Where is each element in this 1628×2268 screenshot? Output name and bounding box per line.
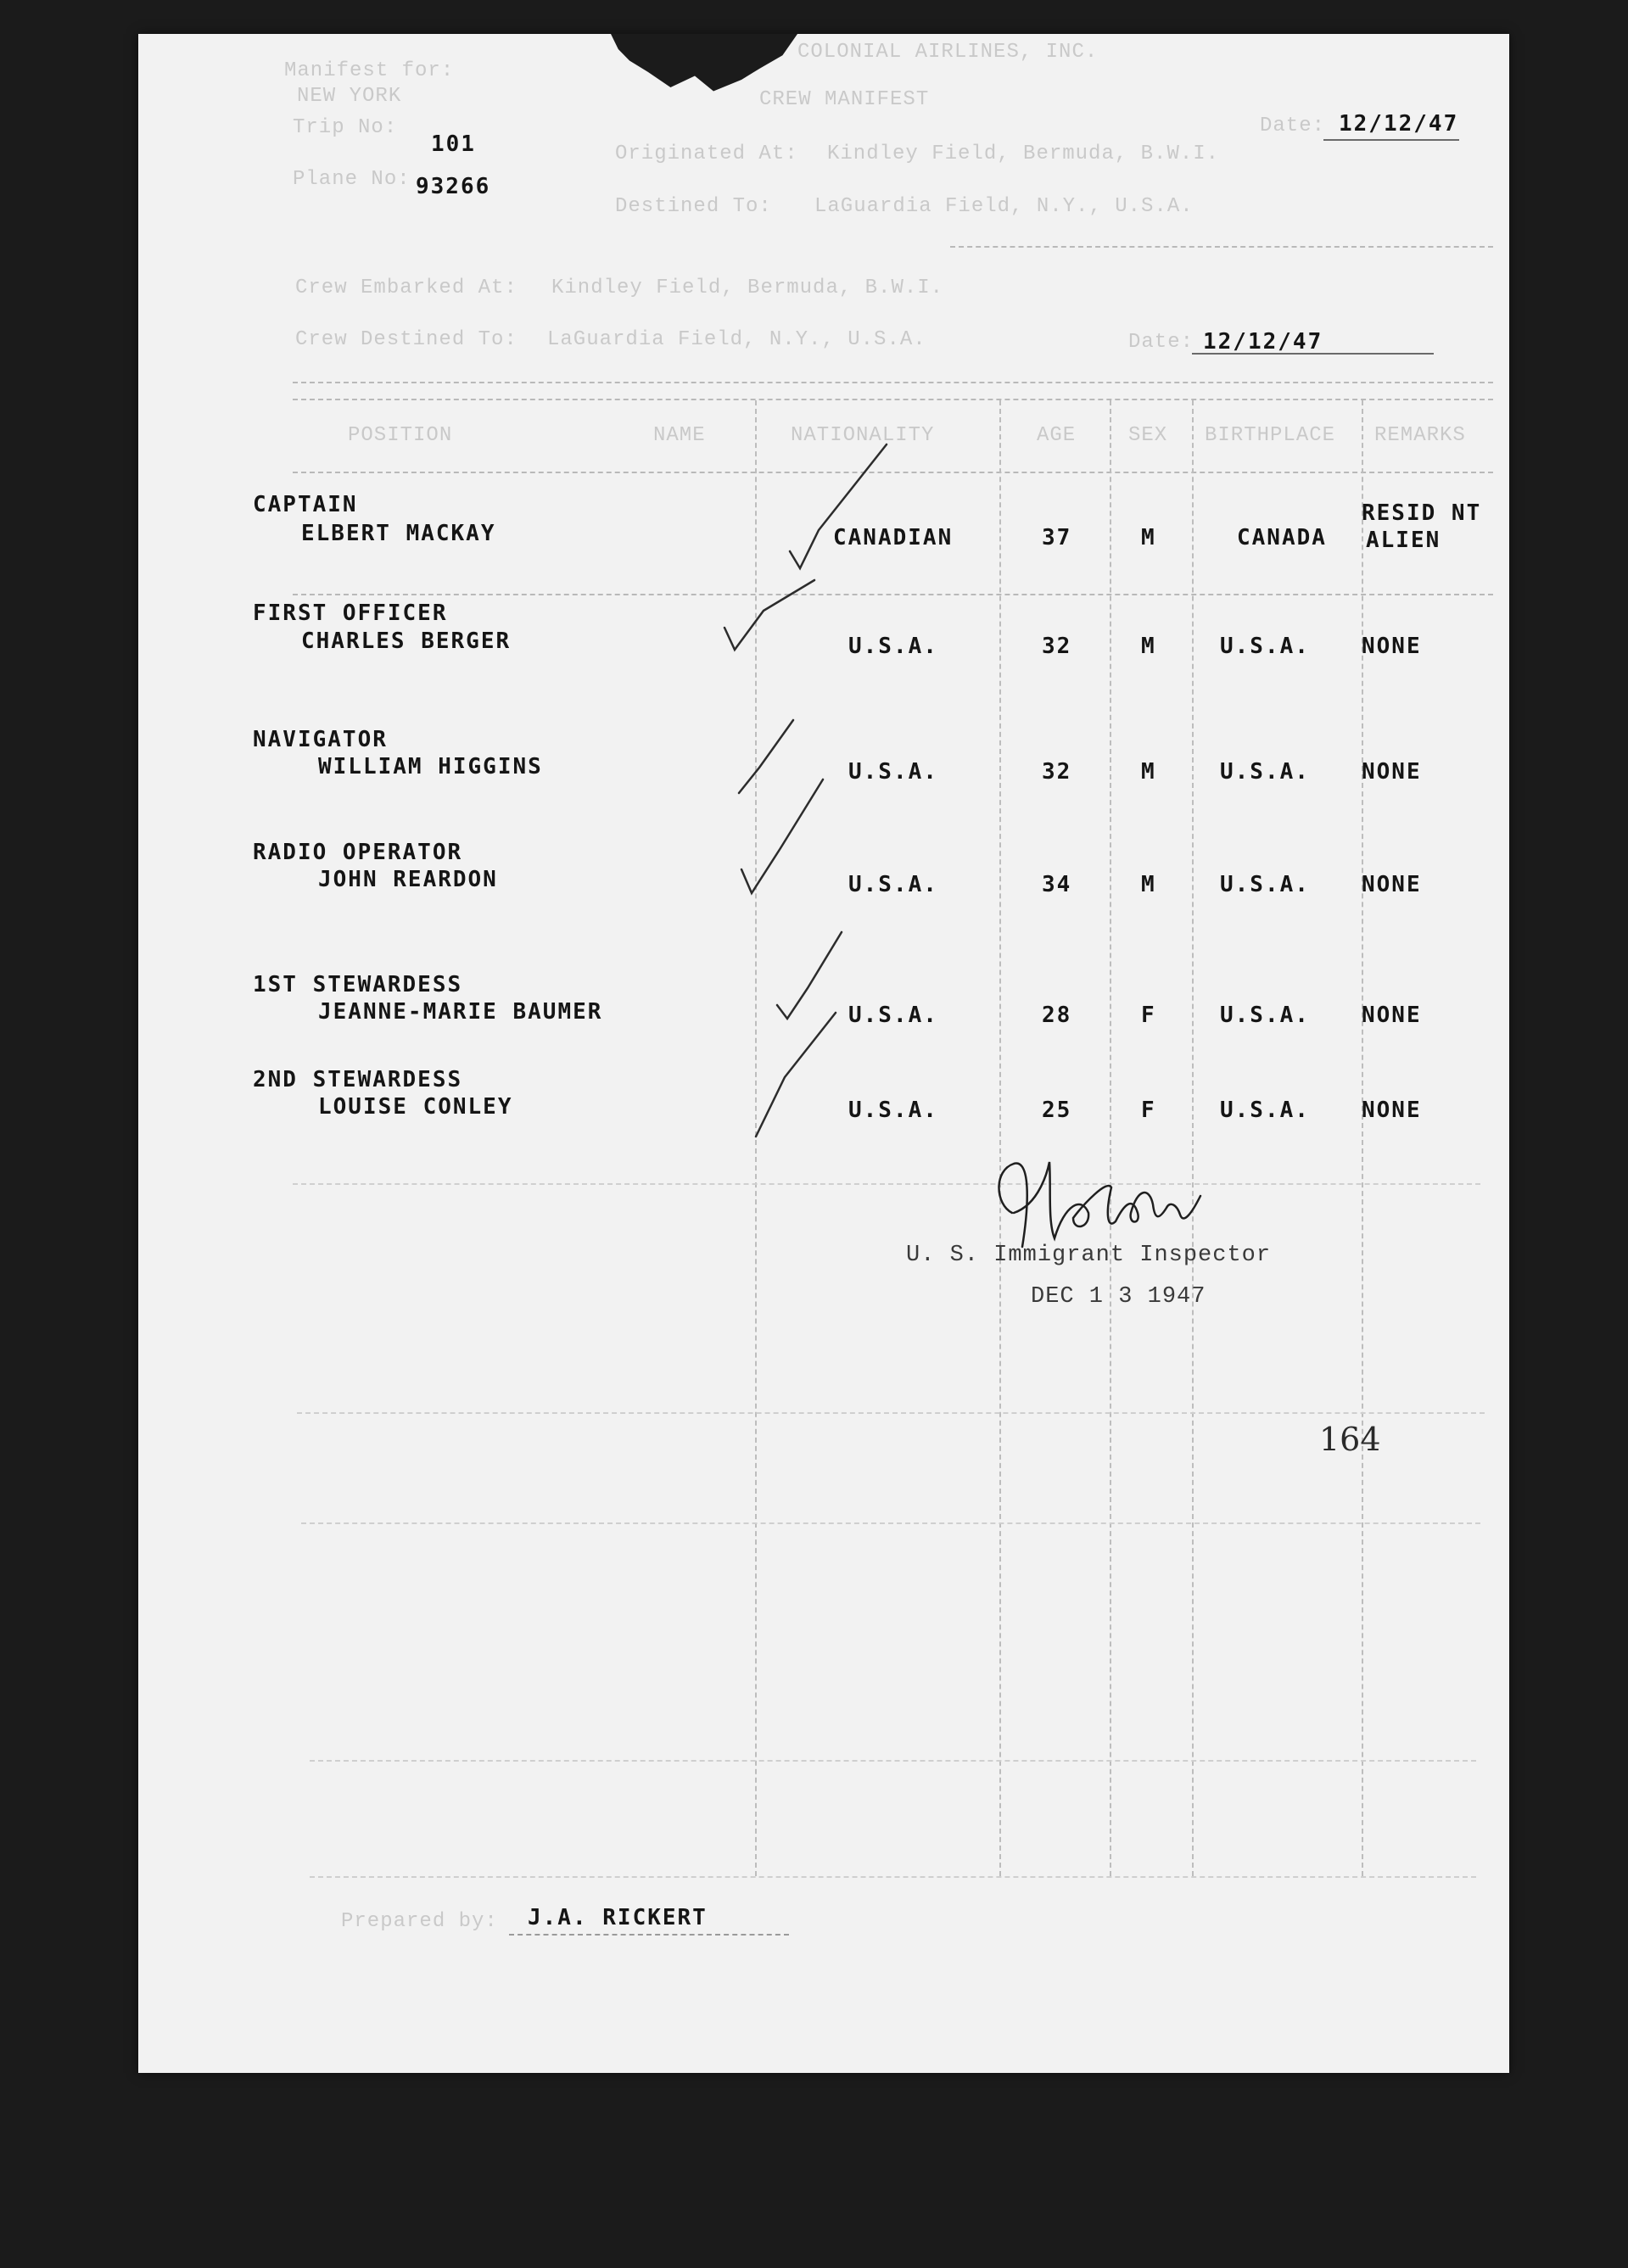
inspector-title: U. S. Immigrant Inspector (906, 1243, 1272, 1268)
row6-nationality: U.S.A. (848, 1098, 938, 1123)
originated-value: Kindley Field, Bermuda, B.W.I. (827, 142, 1220, 165)
row4-age: 34 (1042, 872, 1072, 897)
row6-name: LOUISE CONLEY (318, 1094, 513, 1120)
check-mark-icon (721, 577, 823, 670)
row2-remarks: NONE (1362, 634, 1422, 659)
col-header-birthplace: BIRTHPLACE (1205, 424, 1336, 447)
date2-value: 12/12/47 (1203, 329, 1323, 355)
row2-birthplace: U.S.A. (1220, 634, 1310, 659)
manifest-for-label: Manifest for: (284, 59, 455, 82)
check-mark-icon (785, 441, 904, 585)
row3-position: NAVIGATOR (253, 727, 388, 752)
row1-birthplace: CANADA (1237, 525, 1327, 550)
row1-sex: M (1141, 525, 1156, 550)
row2-position: FIRST OFFICER (253, 601, 448, 626)
row3-birthplace: U.S.A. (1220, 759, 1310, 785)
row2-sex: M (1141, 634, 1156, 659)
row5-age: 28 (1042, 1003, 1072, 1028)
row3-nationality: U.S.A. (848, 759, 938, 785)
destined-label: Destined To: (615, 195, 772, 218)
row-separator (293, 1183, 1480, 1185)
row5-birthplace: U.S.A. (1220, 1003, 1310, 1028)
row2-age: 32 (1042, 634, 1072, 659)
row1-remarks: RESID NT (1362, 500, 1482, 526)
header-rule-1 (950, 246, 1493, 248)
row-separator (297, 1412, 1485, 1414)
originated-label: Originated At: (615, 142, 798, 165)
col-header-sex: SEX (1128, 424, 1168, 447)
crew-destined-label: Crew Destined To: (295, 328, 517, 351)
row3-name: WILLIAM HIGGINS (318, 754, 543, 779)
col-divider-5 (1362, 400, 1363, 1876)
col-divider-4 (1192, 400, 1194, 1876)
col-divider-2 (999, 400, 1001, 1876)
row6-remarks: NONE (1362, 1098, 1422, 1123)
inspector-stamp-date: DEC 1 3 1947 (1031, 1284, 1206, 1310)
date2-underline (1192, 353, 1434, 355)
col-header-name: NAME (653, 424, 706, 447)
prepared-by-underline (509, 1934, 789, 1936)
row6-birthplace: U.S.A. (1220, 1098, 1310, 1123)
row6-age: 25 (1042, 1098, 1072, 1123)
row5-remarks: NONE (1362, 1003, 1422, 1028)
row3-remarks: NONE (1362, 759, 1422, 785)
crew-embarked-label: Crew Embarked At: (295, 277, 517, 299)
date-underline (1323, 139, 1459, 141)
col-header-nationality: NATIONALITY (791, 424, 935, 447)
row4-nationality: U.S.A. (848, 872, 938, 897)
row2-nationality: U.S.A. (848, 634, 938, 659)
date-label: Date: (1260, 115, 1326, 137)
row1-name: ELBERT MACKAY (301, 521, 496, 546)
row5-nationality: U.S.A. (848, 1003, 938, 1028)
row1-nationality: CANADIAN (833, 525, 954, 550)
row4-name: JOHN REARDON (318, 867, 498, 892)
row4-sex: M (1141, 872, 1156, 897)
page-number: 164 (1319, 1421, 1381, 1458)
table-row-rule (293, 594, 1493, 595)
date2-label: Date: (1128, 331, 1194, 354)
manifest-for-value: NEW YORK (297, 85, 402, 108)
col-header-remarks: REMARKS (1374, 424, 1466, 447)
row6-sex: F (1141, 1098, 1156, 1123)
table-rule-top (293, 382, 1493, 383)
row4-position: RADIO OPERATOR (253, 840, 463, 865)
row3-age: 32 (1042, 759, 1072, 785)
row1-remarks-line2: ALIEN (1366, 528, 1441, 553)
row6-position: 2ND STEWARDESS (253, 1067, 463, 1092)
row3-sex: M (1141, 759, 1156, 785)
plane-no-label: Plane No: (293, 168, 411, 191)
prepared-by-value: J.A. RICKERT (528, 1905, 708, 1930)
trip-no-label: Trip No: (293, 116, 398, 139)
check-mark-icon (751, 1009, 844, 1145)
crew-destined-value: LaGuardia Field, N.Y., U.S.A. (547, 328, 926, 351)
row5-name: JEANNE-MARIE BAUMER (318, 999, 603, 1025)
date-value: 12/12/47 (1339, 111, 1459, 137)
col-divider-3 (1110, 400, 1111, 1876)
col-header-age: AGE (1037, 424, 1077, 447)
trip-no-value: 101 (431, 131, 476, 157)
row5-position: 1ST STEWARDESS (253, 972, 463, 997)
table-rule-top-2 (293, 399, 1493, 400)
row2-name: CHARLES BERGER (301, 628, 512, 654)
row4-birthplace: U.S.A. (1220, 872, 1310, 897)
row-separator (310, 1876, 1476, 1878)
row5-sex: F (1141, 1003, 1156, 1028)
row-separator (301, 1522, 1480, 1524)
check-mark-icon (738, 776, 831, 899)
document-type: CREW MANIFEST (759, 88, 930, 111)
company-name: COLONIAL AIRLINES, INC. (797, 41, 1099, 64)
row4-remarks: NONE (1362, 872, 1422, 897)
col-header-position: POSITION (348, 424, 453, 447)
row1-age: 37 (1042, 525, 1072, 550)
row-separator (310, 1760, 1476, 1762)
destined-value: LaGuardia Field, N.Y., U.S.A. (814, 195, 1194, 218)
prepared-by-label: Prepared by: (341, 1910, 498, 1933)
crew-embarked-value: Kindley Field, Bermuda, B.W.I. (551, 277, 944, 299)
row1-position: CAPTAIN (253, 492, 358, 517)
plane-no-value: 93266 (416, 174, 491, 199)
